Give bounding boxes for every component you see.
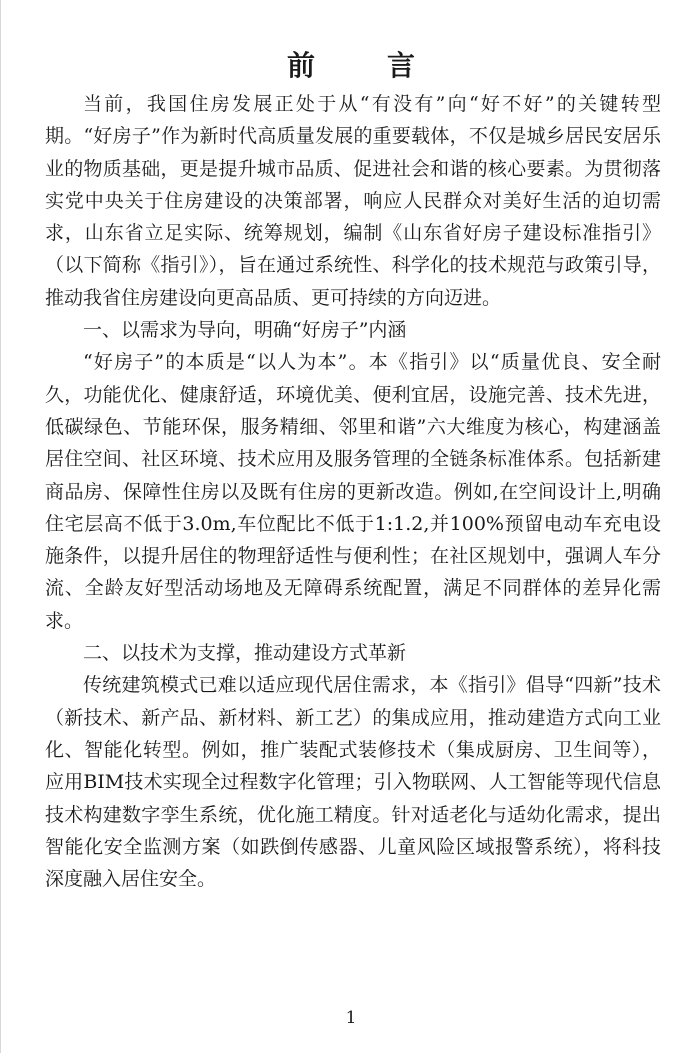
document-body [45, 88, 661, 895]
paragraph-section-1: “好房子”的本质是“以人为本”。本《指引》以“质量优良、安全耐久，功能优化、健康舒适，环境优美、便利宜居，设施完善、技术先进，低碳绿色、节能环保，服务精细、邻里和谐”六大维度为核心，构建涵盖居住空间、社区环境、技术应用及服务管理的全链条标准体系。包括新建商品房、保障性住房以及既有住房的更新改造。例如,在空间设计上,明确住宅层高不低于3.0m,车位配比不低于1:1.2,并100%预留电动车充电设施条件，以提升居住的物理舒适性与便利性；在社区规划中，强调人车分流、全龄友好型活动场地及无障碍系统配置，满足不同群体的差异化需求。 [45, 351, 661, 632]
paragraph-section-2: 传统建筑模式已难以适应现代居住需求，本《指引》倡导“四新”技术（新技术、新产品、新材料、新工艺）的集成应用，推动建造方式向工业化、智能化转型。例如，推广装配式装修技术（集成厨房、卫生间等），应用BIM技术实现全过程数字化管理；引入物联网、人工智能等现代信息技术构建数字孪生系统，优化施工精度。针对适老化与适幼化需求，提出智能化安全监测方案（如跌倒传感器、儿童风险区域报警系统），将科技深度融入居住安全。 [45, 674, 661, 891]
section-heading-2: 二、以技术为支撑，推动建设方式革新 [83, 642, 407, 665]
page-number: 1 [345, 1008, 357, 1028]
section-heading-1: 一、以需求为导向，明确“好房子”内涵 [83, 319, 407, 342]
page-title: 前 言 [286, 49, 437, 82]
paragraph-intro: 当前，我国住房发展正处于从“有没有”向“好不好”的关键转型期。“好房子”作为新时代高质量发展的重要载体，不仅是城乡居民安居乐业的物质基础，更是提升城市品质、促进社会和谐的核心要素。为贯彻落实党中央关于住房建设的决策部署，响应人民群众对美好生活的迫切需求，山东省立足实际、统筹规划，编制《山东省好房子建设标准指引》（以下简称《指引》），旨在通过系统性、科学化的技术规范与政策引导，推动我省住房建设向更高品质、更可持续的方向迈进。 [45, 93, 661, 309]
